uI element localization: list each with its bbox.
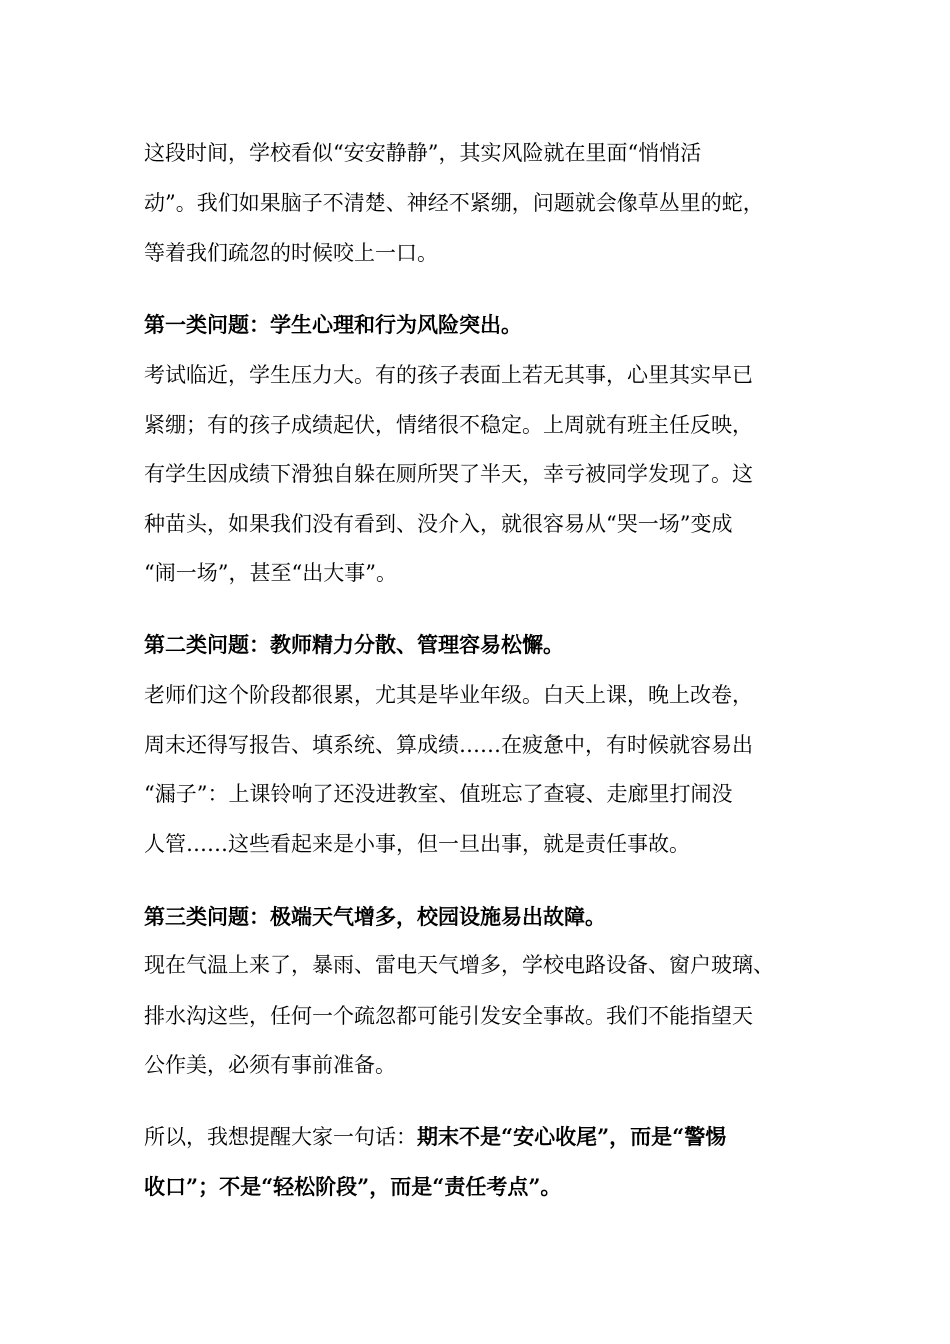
section2-line-1: 老师们这个阶段都很累，尤其是毕业年级。白天上课，晚上改卷， [144,683,753,707]
section2-line-2: 周末还得写报告、填系统、算成绩……在疲惫中，有时候就容易出 [144,733,753,757]
conclusion-prefix: 所以，我想提醒大家一句话： [144,1125,417,1149]
section3-heading: 第三类问题：极端天气增多，校园设施易出故障。 [144,904,606,929]
section1-line-5: “闹一场”，甚至“出大事”。 [144,561,397,585]
conclusion-line-1 [144,1122,726,1152]
section1-heading: 第一类问题：学生心理和行为风险突出。 [144,312,522,337]
section1-line-4: 种苗头，如果我们没有看到、没介入，就很容易从“哭一场”变成 [144,512,733,536]
section3-line-2: 排水沟这些，任何一个疏忽都可能引发安全事故。我们不能指望天 [144,1004,753,1028]
section1-line-3: 有学生因成绩下滑独自躲在厕所哭了半天，幸亏被同学发现了。这 [144,462,753,486]
section3-line-1: 现在气温上来了，暴雨、雷电天气增多，学校电路设备、窗户玻璃、 [144,953,774,977]
section3-line-3: 公作美，必须有事前准备。 [144,1053,396,1077]
intro-line-1: 这段时间，学校看似“安安静静”，其实风险就在里面“悄悄活 [144,141,702,165]
section1-line-1: 考试临近，学生压力大。有的孩子表面上若无其事，心里其实早已 [144,363,753,387]
section2-heading: 第二类问题：教师精力分散、管理容易松懈。 [144,632,564,657]
intro-line-3: 等着我们疏忽的时候咬上一口。 [144,241,438,265]
section1-line-2: 紧绷；有的孩子成绩起伏，情绪很不稳定。上周就有班主任反映， [144,413,753,437]
section2-line-4: 人管……这些看起来是小事，但一旦出事，就是责任事故。 [144,832,690,856]
intro-line-2: 动”。我们如果脑子不清楚、神经不紧绷，问题就会像草丛里的蛇， [144,191,764,215]
conclusion-emphasis-1: 期末不是“安心收尾”，而是“警惕 [417,1124,727,1149]
conclusion-line-2: 收口”；不是“轻松阶段”，而是“责任考点”。 [144,1174,562,1199]
section2-line-3: “漏子”：上课铃响了还没进教室、值班忘了查寝、走廊里打闹没 [144,782,733,806]
